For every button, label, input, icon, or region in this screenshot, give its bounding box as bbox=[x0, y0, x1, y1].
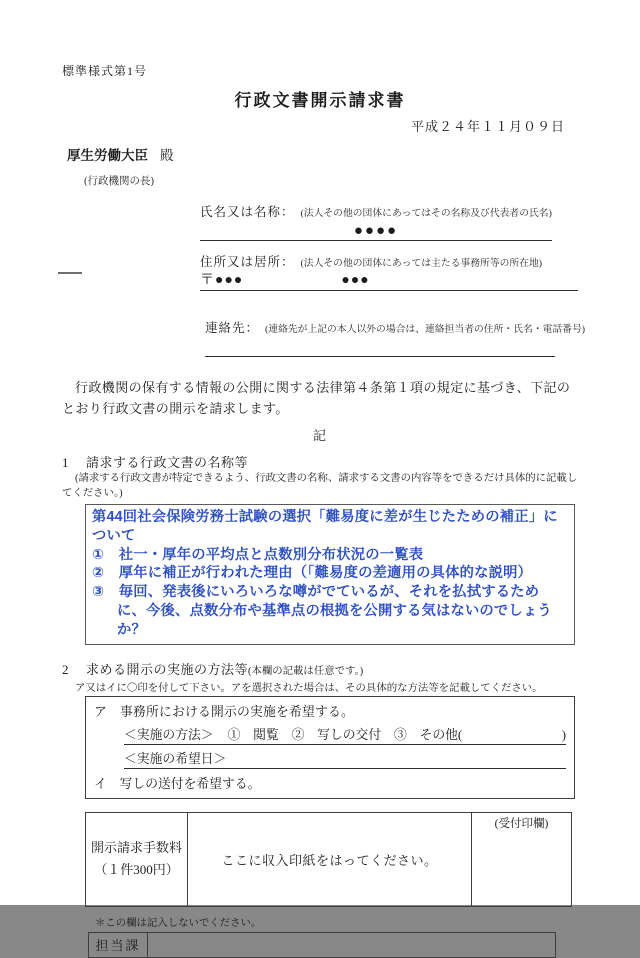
requested-document-item: ① 社一・厚年の平均点と点数別分布状況の一覧表 bbox=[92, 546, 424, 563]
address-field-label: 住所又は居所： bbox=[200, 255, 295, 269]
contact-field-label: 連絡先： bbox=[205, 321, 260, 335]
do-not-fill-note: ＊この欄は記入しないでください。 bbox=[95, 917, 262, 929]
document-title: 行政文書開示請求書 bbox=[234, 91, 406, 110]
method-label: ＜実施の方法＞ bbox=[124, 727, 214, 742]
name-field bbox=[200, 202, 552, 241]
desired-date-line: ＜実施の希望日＞ bbox=[124, 748, 566, 769]
fee-label-line1: 開示請求手数料 bbox=[90, 840, 182, 856]
address-field-note: (法人その他の団体にあっては主たる事務所等の所在地) bbox=[300, 258, 543, 269]
request-statement: 行政機関の保有する情報の公開に関する法律第４条第１項の規定に基づき、下記のとおり行政文書の開示を請求します。 bbox=[62, 380, 571, 416]
disclosure-method-box bbox=[85, 696, 575, 799]
requested-document-item: ② 厚年に補正が行われた理由（「難易度の差適用の具体的な説明） bbox=[92, 565, 533, 582]
addressee-line bbox=[67, 144, 640, 164]
department-value-cell bbox=[148, 933, 555, 957]
requested-document-item: ③ 毎回、発表後にいろいろな噂がでているが、それを払拭するために、今後、点数分布や基準点の根拠を公開する気はないのでしょうか？ bbox=[92, 584, 552, 638]
method-selection-line bbox=[124, 724, 566, 745]
option-a-label: ア 事務所における開示の実施を希望する。 bbox=[94, 704, 354, 719]
ki-divider-label: 記 bbox=[312, 427, 327, 443]
fee-label-cell bbox=[86, 813, 188, 906]
section1-heading bbox=[62, 452, 640, 471]
name-field-value: ●●●● bbox=[200, 223, 552, 241]
contact-field-note: (連絡先が上記の本人以外の場合は、連絡担当者の住所・氏名・電話番号) bbox=[265, 324, 586, 335]
method-close-paren: ) bbox=[561, 727, 566, 742]
fee-label-line2: （１件300円） bbox=[94, 862, 179, 878]
contact-field bbox=[205, 318, 586, 357]
name-field-label: 氏名又は名称： bbox=[200, 205, 295, 219]
option-b-label: イ 写しの送付を希望する。 bbox=[94, 776, 261, 791]
margin-dash-mark bbox=[58, 272, 82, 274]
addressee-honorific: 殿 bbox=[160, 148, 174, 163]
method-options: ① 閲覧 ② 写しの交付 ③ その他( bbox=[227, 727, 463, 742]
section2-heading bbox=[62, 659, 640, 678]
document-date: 平成２４年１１月０９日 bbox=[410, 119, 565, 134]
revenue-stamp-cell: ここに収入印紙をはってください。 bbox=[188, 813, 472, 906]
section2-instruction: ア又はイに〇印を付して下さい。アを選択された場合は、その具体的な方法等を記載してください。 bbox=[75, 682, 543, 694]
department-label-cell: 担当課 bbox=[89, 933, 148, 957]
address-field bbox=[200, 252, 578, 291]
postal-code-value: 〒●●● bbox=[200, 273, 244, 288]
receipt-stamp-cell: (受付印欄) bbox=[494, 817, 549, 830]
section2-heading-note: (本欄の記載は任意です。) bbox=[248, 665, 364, 677]
agency-head-note: (行政機関の長) bbox=[84, 176, 154, 187]
name-field-note: (法人その他の団体にあってはその名称及び代表者の氏名) bbox=[300, 208, 552, 219]
requested-documents-box bbox=[85, 504, 575, 645]
section2-title: 求める開示の実施の方法等 bbox=[86, 661, 249, 677]
requested-documents-title: 第44回社会保険労務士試験の選択「難易度に差が生じたための補正」について bbox=[92, 508, 558, 544]
contact-field-value bbox=[205, 339, 555, 357]
addressee-name: 厚生労働大臣 bbox=[67, 148, 148, 163]
address-field-value bbox=[200, 273, 578, 291]
section2-number: 2 bbox=[62, 661, 69, 677]
section1-note: (請求する行政文書が特定できるよう、行政文書の名称、請求する文書の内容等をできるだけ具体的に記載してください。) bbox=[62, 472, 578, 500]
form-code: 標準様式第1号 bbox=[62, 64, 148, 78]
address-city-value: ●●● bbox=[341, 273, 370, 288]
section1-title: 請求する行政文書の名称等 bbox=[86, 454, 249, 470]
department-table bbox=[88, 932, 556, 958]
section1-number: 1 bbox=[62, 454, 69, 470]
fee-table bbox=[85, 812, 572, 907]
